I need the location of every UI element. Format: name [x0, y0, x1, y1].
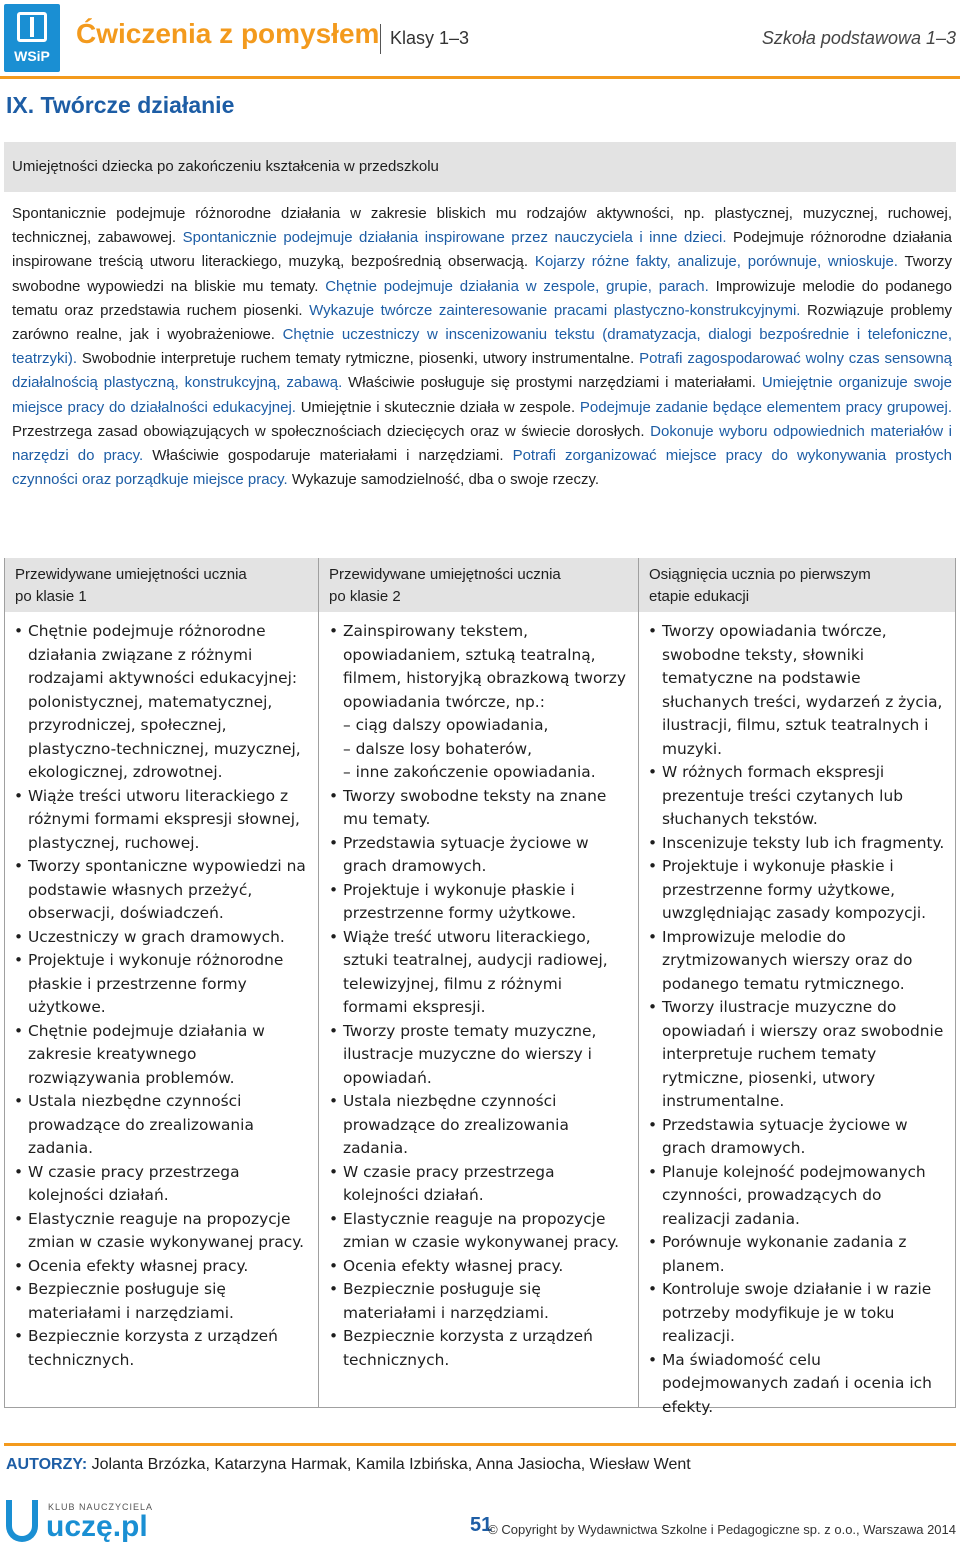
skills-heading: Umiejętności dziecka po zakończeniu kształcenia w przedszkolu [12, 158, 439, 175]
list-item: • Projektuje i wykonuje różnorodne płaskie i przestrzenne formy użytkowe. [12, 949, 312, 1020]
u-logo-icon [6, 1500, 38, 1542]
grade-label: Klasy 1–3 [390, 28, 470, 48]
column-1-heading-line1: Przewidywane umiejętności ucznia [15, 566, 247, 583]
ucze-pl-logo [6, 1500, 166, 1544]
column-divider-1 [318, 558, 319, 1408]
list-item: • Ocenia efekty własnej pracy. [12, 1255, 312, 1279]
list-item: • Planuje kolejność podejmowanych czynności, prowadzących do realizacji zadania. [646, 1161, 948, 1232]
skill-sentence: Chętnie podejmuje działania w zespole, grupie, parach. [325, 277, 716, 295]
skills-paragraph [12, 202, 952, 492]
sub-item: – dalsze losy bohaterów, [343, 739, 532, 758]
list-item: • Kontroluje swoje działanie i w razie potrzeby modyfikuje je w toku realizacji. [646, 1278, 948, 1349]
logo-klub-text: KLUB NAUCZYCIELA [48, 1502, 154, 1512]
wsip-logo [4, 4, 60, 72]
skills-heading-band [4, 142, 956, 192]
column-3-heading-line1: Osiągnięcia ucznia po pierwszym [649, 566, 871, 583]
column-1-list [12, 620, 312, 1372]
skill-sentence: Przestrzega zasad obowiązujących w społecznościach dziecięcych oraz w świecie dorosłych. [12, 422, 651, 440]
skill-sentence: Umiejętnie organizuje swoje miejsce pracy do działalności edukacyjnej. [12, 374, 952, 416]
list-item: • Projektuje i wykonuje płaskie i przestrzenne formy użytkowe, uwzględniając zasady kompozycji. [646, 855, 948, 926]
list-item: • Tworzy opowiadania twórcze, swobodne teksty, słowniki tematyczne na podstawie słuchanych treści, wydarzeń z życia, ilustracji, filmu, sztuk teatralnych i muzyki. [646, 620, 948, 761]
list-item: • Improwizuje melodie do zrytmizowanych wierszy oraz do podanego tematu rytmicznego. [646, 926, 948, 997]
header-divider [380, 24, 381, 54]
list-item: • Uczestniczy w grach dramowych. [12, 926, 312, 950]
list-item: • Przedstawia sytuacje życiowe w grach dramowych. [327, 832, 631, 879]
skill-sentence: Potrafi zorganizować miejsce pracy do wykonywania prostych czynności oraz porządkuje miejsce pracy. [12, 447, 952, 489]
skill-sentence: Wykazuje samodzielność, dba o swoje rzeczy. [291, 471, 600, 489]
header-rule [0, 76, 960, 79]
list-item: • W czasie pracy przestrzega kolejności działań. [327, 1161, 631, 1208]
sub-item: – inne zakończenie opowiadania. [343, 763, 596, 781]
list-item: • Elastycznie reaguje na propozycje zmian w czasie wykonywanej pracy. [327, 1208, 631, 1255]
school-label: Szkoła podstawowa 1–3 [761, 28, 956, 48]
logo-text: WSiP [14, 48, 50, 64]
skill-sentence: Dokonuje wyboru odpowiednich materiałów i narzędzi do pracy. [12, 422, 952, 465]
column-3-heading [639, 558, 955, 612]
copyright: © Copyright by Wydawnictwa Szkolne i Pedagogiczne sp. z o.o., Warszawa 2014 [488, 1522, 956, 1537]
list-item-text: Zainspirowany tekstem, opowiadaniem, sztuką teatralną, filmem, historyjką obrazkową tworzy opowiadania twórcze, np.: [343, 622, 626, 711]
skill-sentence: Właściwie gospodaruje materiałami i narzędziami. [152, 447, 513, 465]
list-item: • Ustala niezbędne czynności prowadzące do zrealizowania zadania. [12, 1090, 312, 1161]
skill-sentence: Podejmuje zadanie będące elementem pracy grupowej. [579, 398, 953, 416]
column-2-heading [319, 558, 638, 612]
table-border-left [4, 558, 5, 1408]
skill-sentence: Podejmuje różnorodne działania inspirowane treścią utworu literackiego, muzyką, bezpośrednią obserwacją. [12, 229, 952, 271]
list-item: • Elastycznie reaguje na propozycje zmian w czasie wykonywanej pracy. [12, 1208, 312, 1255]
list-item: • Przedstawia sytuacje życiowe w grach dramowych. [646, 1114, 948, 1161]
sub-item: – ciąg dalszy opowiadania, [343, 716, 549, 734]
skill-sentence: Kojarzy różne fakty, analizuje, porównuje, wnioskuje. [534, 253, 905, 271]
column-divider-2 [638, 558, 639, 1408]
footer-rule [4, 1443, 956, 1446]
list-item: • Tworzy spontaniczne wypowiedzi na podstawie własnych przeżyć, obserwacji, doświadczeń. [12, 855, 312, 926]
column-2-heading-line1: Przewidywane umiejętności ucznia [329, 566, 561, 583]
list-item: • Bezpiecznie korzysta z urządzeń technicznych. [327, 1325, 631, 1372]
skill-sentence: Tworzy swobodne wypowiedzi na bliskie mu tematy. [12, 253, 953, 295]
page-number: 51 [470, 1514, 493, 1536]
skill-sentence: Właściwie posługuje się prostymi narzędziami i materiałami. [348, 374, 762, 392]
skill-sentence: Potrafi zagospodarować wolny czas sensowną działalnością plastyczną, konstrukcyjną, zabawą. [12, 350, 953, 392]
list-item: • Inscenizuje teksty lub ich fragmenty. [646, 832, 948, 856]
column-2-list [327, 620, 631, 1372]
list-item: • W różnych formach ekspresji prezentuje treści czytanych lub słuchanych tekstów. [646, 761, 948, 832]
list-item: • Ocenia efekty własnej pracy. [327, 1255, 631, 1279]
list-item: • Projektuje i wykonuje płaskie i przestrzenne formy użytkowe. [327, 879, 631, 926]
list-item: • Wiąże treść utworu literackiego, sztuki teatralnej, audycji radiowej, telewizyjnej, filmu z różnymi formami ekspresji. [327, 926, 631, 1020]
page-header [0, 0, 960, 78]
list-item: • Bezpiecznie korzysta z urządzeń technicznych. [12, 1325, 312, 1372]
skill-sentence: Chętnie uczestniczy w inscenizowaniu tekstu (dramatyzacja, dialogi bezpośrednie i telefoniczne, teatrzyki). [12, 326, 952, 368]
list-item: • W czasie pracy przestrzega kolejności działań. [12, 1161, 312, 1208]
list-item: • Wiąże treści utworu literackiego z różnymi formami ekspresji słownej, plastycznej, ruchowej. [12, 785, 312, 856]
list-item: • Chętnie podejmuje różnorodne działania związane z różnymi rodzajami aktywności edukacyjnej: polonistycznej, matematycznej, przyrodniczej, społecznej, plastyczno-technicznej, muzycznej, ekologicznej, zdrowotnej. [12, 620, 312, 785]
column-2-heading-line2: po klasie 2 [329, 588, 401, 605]
skill-sentence: Improwizuje melodie do podanego tematu oraz przedstawia ruchem piosenki. [12, 277, 952, 319]
logo-name-text: uczę.pl [46, 1510, 148, 1543]
skill-sentence: Umiejętnie i skutecznie działa w zespole. [300, 398, 580, 416]
column-1-heading [5, 558, 318, 612]
skill-sentence: Swobodnie interpretuje ruchem tematy rytmiczne, piosenki, utwory instrumentalne. [81, 350, 640, 368]
authors-names: Jolanta Brzózka, Katarzyna Harmak, Kamila Izbińska, Anna Jasiocha, Wiesław Went [91, 1456, 691, 1473]
list-item: • Porównuje wykonanie zadania z planem. [646, 1231, 948, 1278]
list-item [327, 620, 631, 785]
section-title: IX. Twórcze działanie [6, 92, 235, 118]
authors-line [6, 1456, 691, 1474]
list-item: • Bezpiecznie posługuje się materiałami i narzędziami. [327, 1278, 631, 1325]
table-border-right [955, 558, 956, 1408]
skill-sentence: Spontanicznie podejmuje działania inspirowane przez nauczyciela i inne dzieci. [182, 229, 734, 247]
skill-sentence: Rozwiązuje problemy zarówno realne, jak i wyobrażeniowe. [12, 301, 953, 344]
list-item: • Bezpiecznie posługuje się materiałami i narzędziami. [12, 1278, 312, 1325]
list-item: • Chętnie podejmuje działania w zakresie kreatywnego rozwiązywania problemów. [12, 1020, 312, 1091]
series-title: Ćwiczenia z pomysłem [76, 18, 380, 49]
list-item: • Tworzy ilustracje muzyczne do opowiadań i wierszy oraz swobodnie interpretuje ruchem tematy rytmiczne, piosenki, utwory instrumentalne. [646, 996, 948, 1114]
authors-label: AUTORZY: [6, 1456, 88, 1473]
skill-sentence: Wykazuje twórcze zainteresowanie pracami plastyczno-konstrukcyjnymi. [309, 301, 808, 319]
list-item: • Tworzy proste tematy muzyczne, ilustracje muzyczne do wierszy i opowiadań. [327, 1020, 631, 1091]
column-3-heading-line2: etapie edukacji [649, 588, 750, 605]
column-1-heading-line2: po klasie 1 [15, 588, 87, 605]
skill-sentence: Spontanicznie podejmuje różnorodne działania w zakresie bliskich mu rodzajów aktywności, np. plastycznej, muzycznej, ruchowej, technicznej, zabawowej. [12, 205, 952, 247]
column-3-list [646, 620, 948, 1419]
book-icon [17, 12, 47, 42]
list-item: • Tworzy swobodne teksty na znane mu tematy. [327, 785, 631, 832]
list-item: • Ma świadomość celu podejmowanych zadań i ocenia ich efekty. [646, 1349, 948, 1420]
list-item: • Ustala niezbędne czynności prowadzące do zrealizowania zadania. [327, 1090, 631, 1161]
